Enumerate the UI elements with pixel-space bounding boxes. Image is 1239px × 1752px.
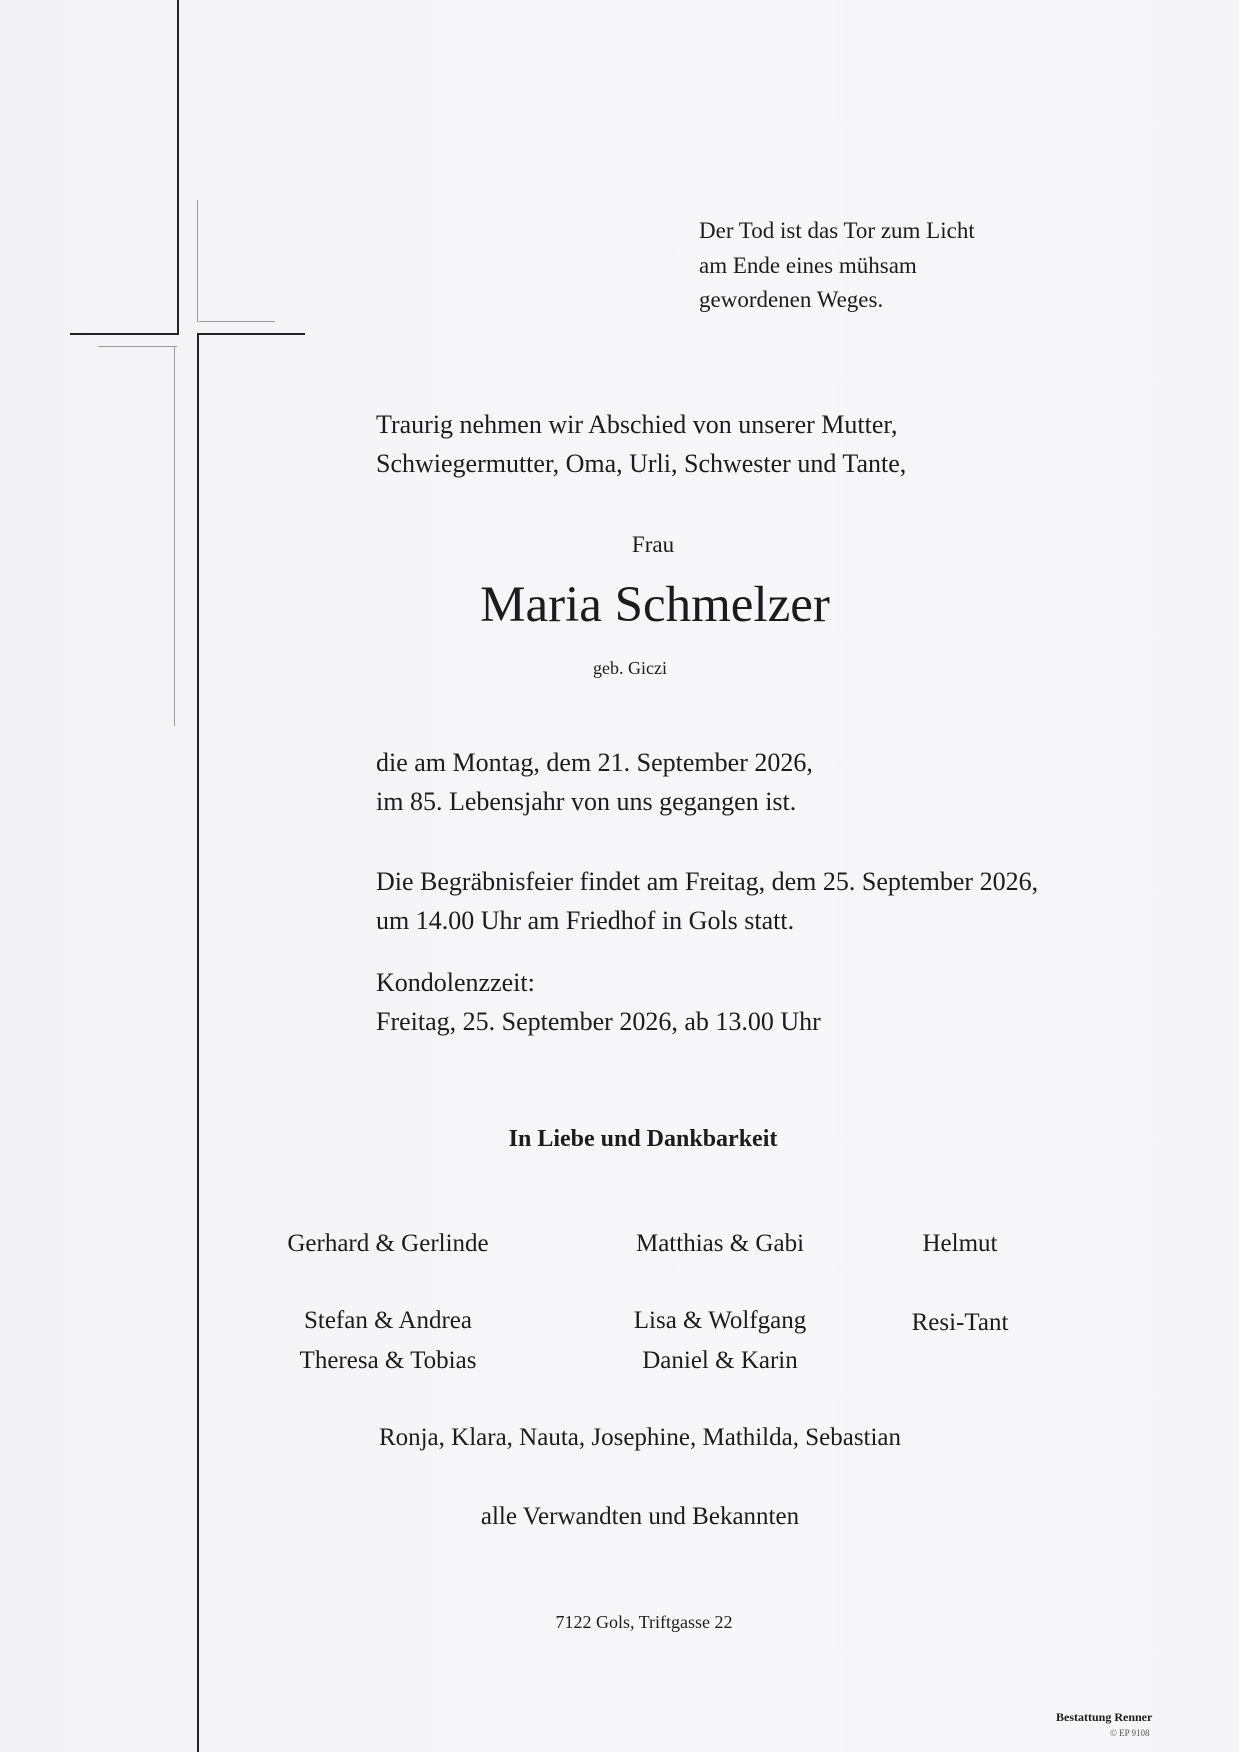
cross-right-arm [197,333,305,335]
cross-upper-line [177,0,179,334]
mourner-name: Theresa & Tobias [299,1347,477,1374]
grandchildren-names: Ronja, Klara, Nauta, Josephine, Mathilda, Sebastian [378,1424,902,1451]
mourners-column [605,1224,835,1264]
mourners-column [283,1224,493,1264]
undertaker-name: Bestattung Renner [1056,1710,1153,1724]
condolence-date: Freitag, 25. September 2026, ab 13.00 Uhr [376,1007,821,1036]
cross-shadow-horizontal-right [199,321,275,322]
deceased-name: Maria Schmelzer [480,577,830,633]
funeral-line: um 14.00 Uhr am Friedhof in Gols statt. [376,906,795,935]
mourners-column [890,1224,1030,1264]
motto-verse [699,214,1019,318]
mourner-name: Matthias & Gabi [635,1230,805,1257]
print-code: © EP 9108 [1110,1728,1150,1738]
intro-text [376,405,1076,483]
salutation: Frau [631,532,675,557]
intro-line: Schwiegermutter, Oma, Urli, Schwester und Tante, [376,449,907,478]
funeral-notice [376,862,1136,940]
maiden-name: geb. Giczi [593,658,667,678]
death-line: im 85. Lebensjahr von uns gegangen ist. [376,787,797,816]
mourner-name: Lisa & Wolfgang [633,1307,807,1334]
funeral-line: Die Begräbnisfeier findet am Freitag, dem 25. September 2026, [376,867,1039,896]
motto-line: gewordenen Weges. [699,287,884,312]
cross-left-arm [70,333,179,335]
cross-shadow-vertical [197,200,198,322]
mourner-name: Daniel & Karin [642,1347,798,1374]
intro-line: Traurig nehmen wir Abschied von unserer Mutter, [376,410,898,439]
mourners-column [890,1303,1030,1343]
relatives-line: alle Verwandten und Bekannten [480,1503,800,1530]
cross-shadow-lower-vertical [174,346,175,726]
mourners-column [283,1301,493,1381]
mourner-name: Stefan & Andrea [303,1307,472,1334]
mourner-name: Gerhard & Gerlinde [287,1230,489,1257]
mourners-column [605,1301,835,1381]
mourner-name: Resi-Tant [911,1309,1009,1336]
family-address: 7122 Gols, Triftgasse 22 [555,1612,733,1632]
condolence-label: Kondolenzzeit: [376,968,535,997]
motto-line: Der Tod ist das Tor zum Licht [699,218,975,243]
condolence-time [376,963,1076,1041]
motto-line: am Ende eines mühsam [699,252,917,278]
mourner-name: Helmut [922,1230,998,1257]
death-notice [376,743,1076,821]
death-line: die am Montag, dem 21. September 2026, [376,748,813,777]
closing-heading: In Liebe und Dankbarkeit [508,1126,778,1152]
cross-shadow-horizontal-left [98,346,177,347]
cross-lower-line [197,334,199,1752]
